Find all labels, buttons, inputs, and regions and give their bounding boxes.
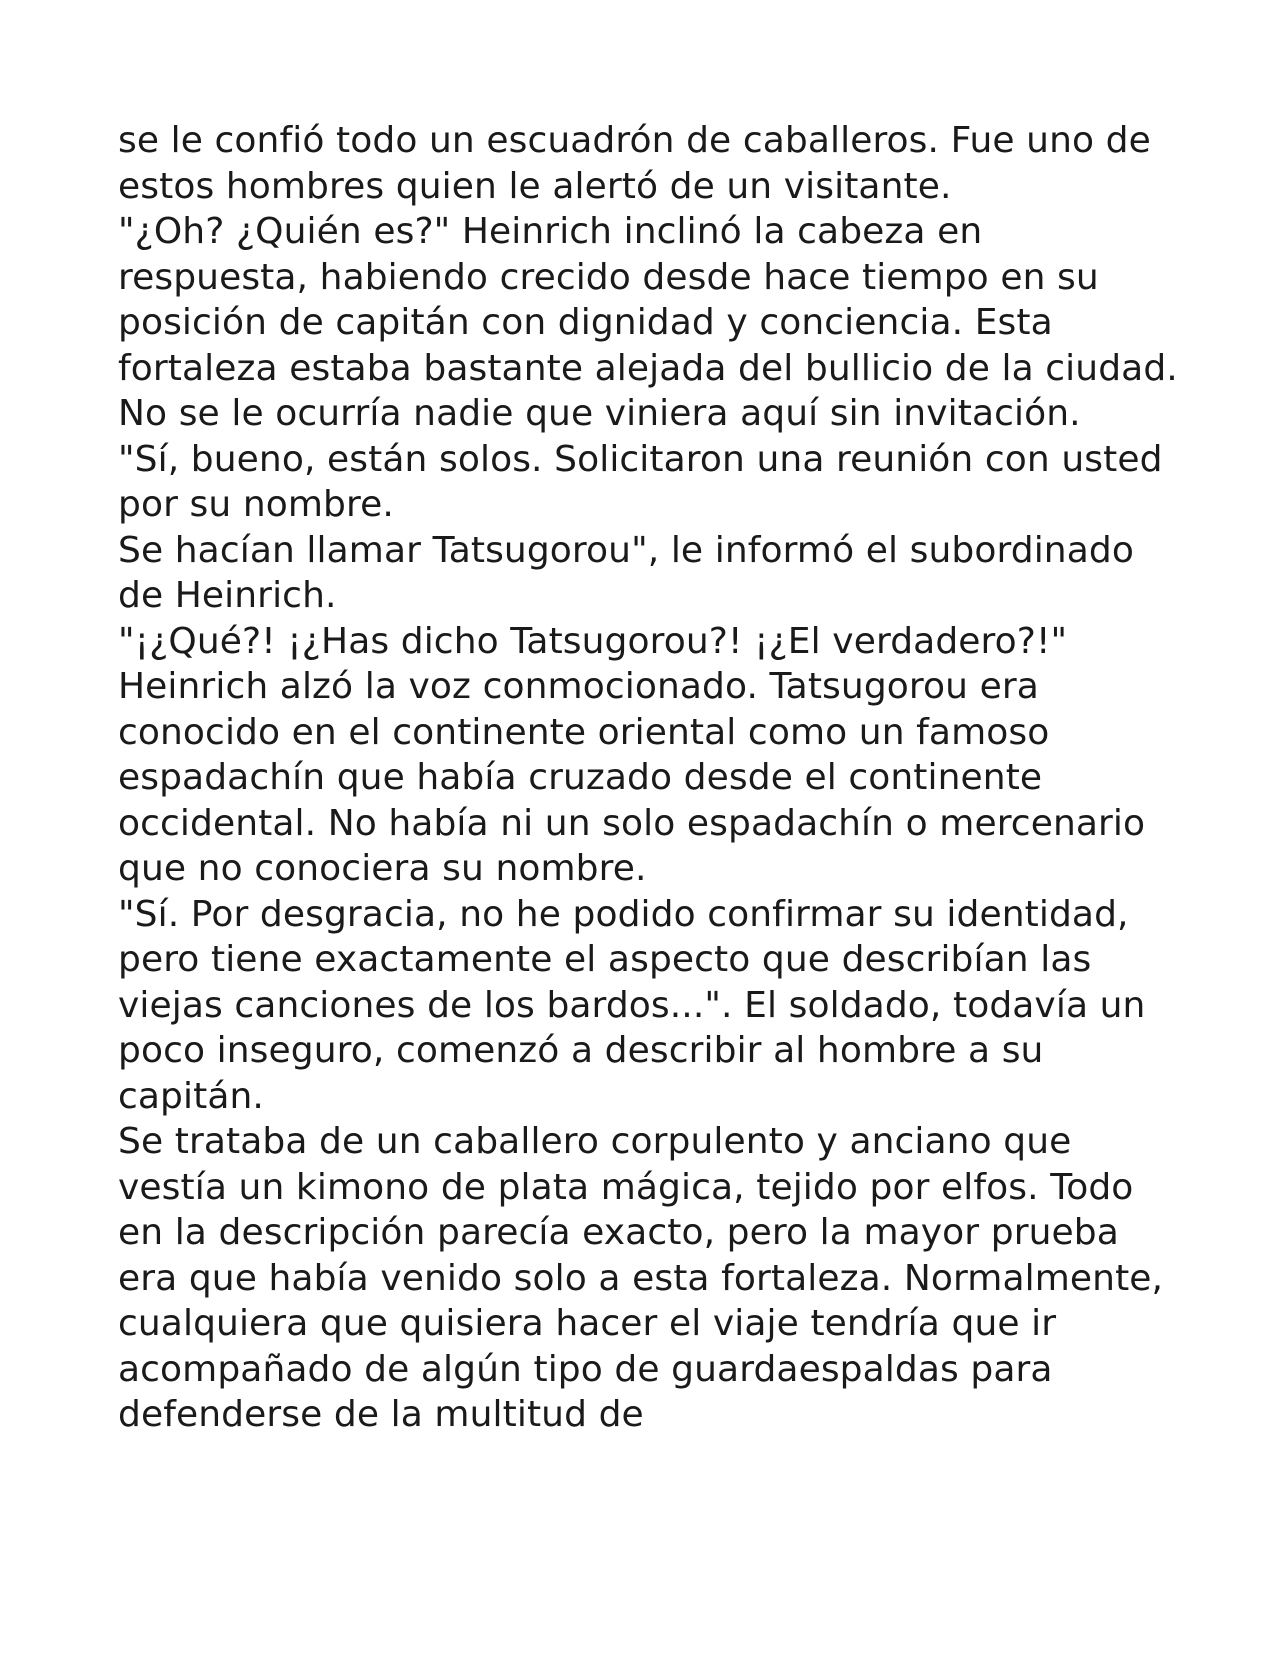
paragraph: "Sí, bueno, están solos. Solicitaron una reunión con usted por su nombre. [118,438,1163,525]
paragraph: "Sí. Por desgracia, no he podido confirmar su identidad, pero tiene exactamente el aspecto que describían las viejas canciones de los bardos...". El soldado, todavía un poco inseguro, comenzó a describir al hombre a su capitán. [118,893,1146,1117]
paragraph: Se hacían llamar Tatsugorou", le informó el subordinado de Heinrich. [118,529,1134,616]
body-text [118,118,1178,1438]
paragraph: "¿Oh? ¿Quién es?" Heinrich inclinó la cabeza en respuesta, habiendo crecido desde hace tiempo en su posición de capitán con dignidad y conciencia. Esta fortaleza estaba bastante alejada del bullicio de la ciudad. No se le ocurría nadie que viniera aquí sin invitación. [118,211,1178,434]
paragraph: se le confió todo un escuadrón de caballeros. Fue uno de estos hombres quien le alertó de un visitante. [118,120,1151,207]
paragraph: "¡¿Qué?! ¡¿Has dicho Tatsugorou?! ¡¿El verdadero?!" Heinrich alzó la voz conmocionado. Tatsugorou era conocido en el continente oriental como un famoso espadachín que había cruzado desde el continente occidental. No había ni un solo espadachín o mercenario que no conociera su nombre. [118,620,1146,889]
paragraph: Se trataba de un caballero corpulento y anciano que vestía un kimono de plata mágica, tejido por elfos. Todo en la descripción parecía exacto, pero la mayor prueba era que había venido solo a esta fortaleza. Normalmente, cualquiera que quisiera hacer el viaje tendría que ir acompañado de algún tipo de guardaespaldas para defenderse de la multitud de [118,1121,1164,1435]
